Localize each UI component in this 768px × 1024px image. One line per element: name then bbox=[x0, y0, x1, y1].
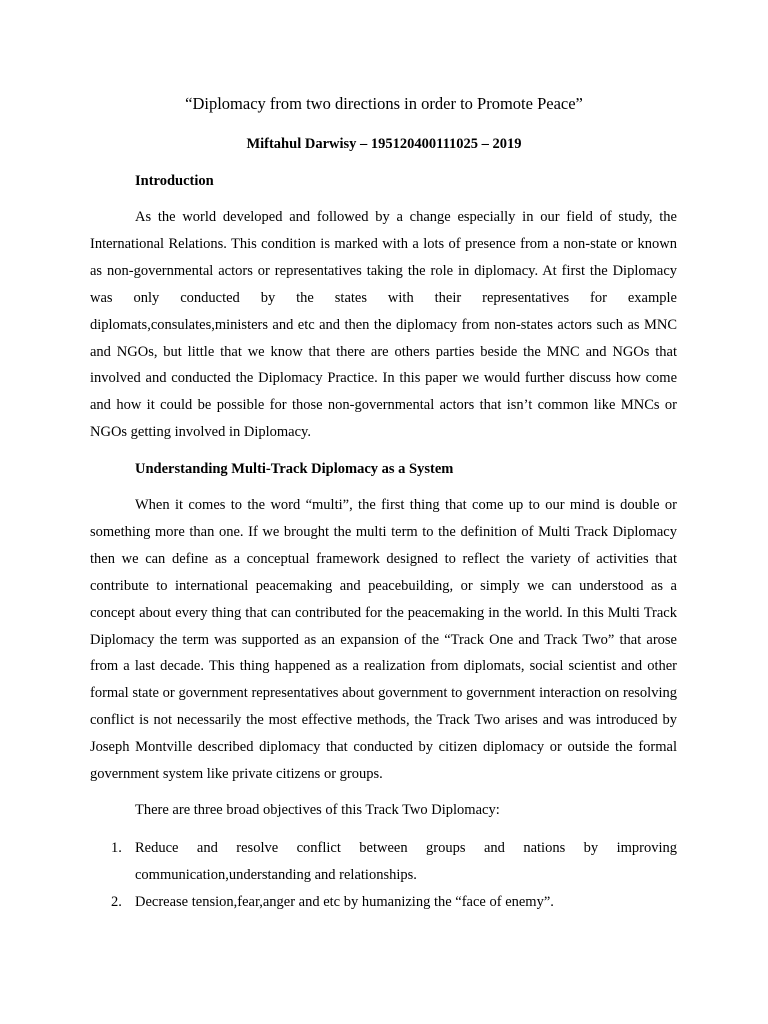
multi-track-paragraph: When it comes to the word “multi”, the first thing that come up to our mind is double or something more than one. If we brought the multi term to the definition of Multi Track Diplomacy then we can define as a conceptual framework designed to reflect the variety of activities that contribute to international peacemaking and peacebuilding, or simply we can understood as a concept about every thing that can contributed for the peacemaking in the world. In this Multi Track Diplomacy the term was supported as an expansion of the “Track One and Track Two” that arose from a last decade. This thing happened as a realization from diplomats, social scientist and other formal state or government representatives about government to government interaction on resolving conflict is not necessarily the most effective methods, the Track Two arises and was introduced by Joseph Montville described diplomacy that conducted by citizen diplomacy or outside the formal government system like private citizens or groups. bbox=[90, 497, 677, 783]
list-item bbox=[90, 835, 677, 889]
objectives-list bbox=[90, 835, 677, 916]
list-item-number: 1. bbox=[111, 840, 122, 856]
author-line: Miftahul Darwisy – 195120400111025 – 2019 bbox=[246, 136, 522, 152]
introduction-paragraph: As the world developed and followed by a change especially in our field of study, the International Relations. This condition is marked with a lots of presence from a non-state or known as non-governmental actors or representatives taking the role in diplomacy. At first the Diplomacy was only conducted by the states with their representatives for example diplomats,consulates,ministers and etc and then the diplomacy from non-states actors such as MNC and NGOs, but little that we know that there are others parties beside the MNC and NGOs that involved and conducted the Diplomacy Practice. In this paper we would further discuss how come and how it could be possible for those non-governmental actors that isn’t common like MNCs or NGOs getting involved in Diplomacy. bbox=[90, 209, 677, 441]
list-item bbox=[90, 889, 677, 916]
list-item-number: 2. bbox=[111, 893, 122, 910]
section-heading-multi-track: Understanding Multi-Track Diplomacy as a System bbox=[135, 461, 454, 477]
section-heading-introduction: Introduction bbox=[135, 173, 214, 189]
document-title: “Diplomacy from two directions in order to Promote Peace” bbox=[185, 94, 583, 113]
list-item-text: Reduce and resolve conflict between groups and nations by improving communication,understanding and relationships. bbox=[135, 840, 677, 883]
list-item-text: Decrease tension,fear,anger and etc by humanizing the “face of enemy”. bbox=[135, 893, 554, 910]
objectives-intro: There are three broad objectives of this Track Two Diplomacy: bbox=[135, 802, 500, 818]
